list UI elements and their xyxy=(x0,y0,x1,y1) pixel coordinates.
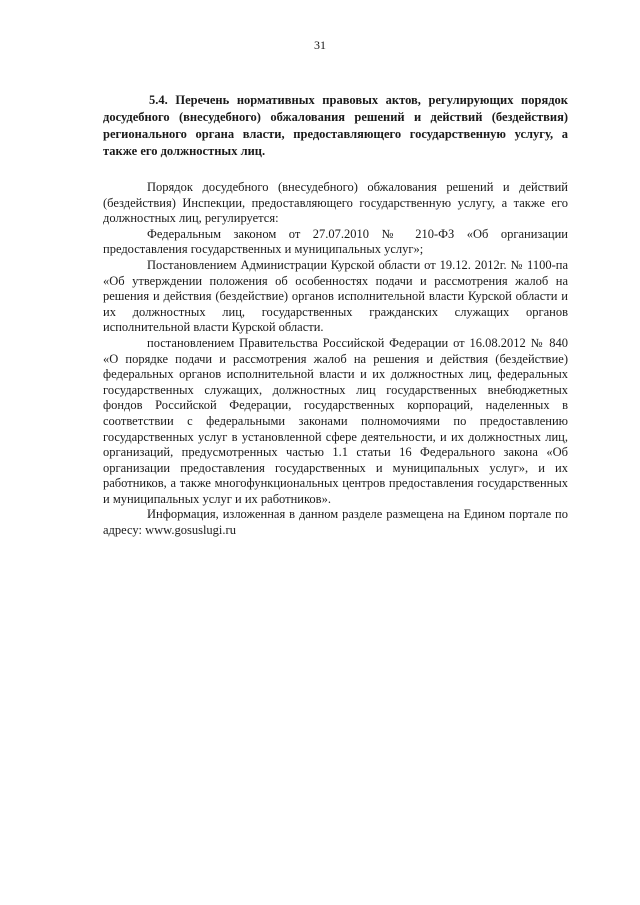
paragraph-kursk-resolution: Постановлением Администрации Курской области от 19.12. 2012г. № 1100-па «Об утверждении положения об особенностях подачи и рассмотрения жалоб на решения и действия (бездействие) органов исполнительной власти Курской области и их должностных лиц, государственных гражданских служащих органов исполнительной власти Курской области. xyxy=(103,257,568,335)
paragraph-portal-info: Информация, изложенная в данном разделе размещена на Едином портале по адресу: www.gosuslugi.ru xyxy=(103,507,568,538)
paragraph-federal-law: Федеральным законом от 27.07.2010 № 210-ФЗ «Об организации предоставления государственных и муниципальных услуг»; xyxy=(103,226,568,257)
section-content xyxy=(103,92,568,539)
page-number: 31 xyxy=(314,38,326,52)
section-heading: 5.4. Перечень нормативных правовых актов, регулирующих порядок досудебного (внесудебного) обжалования решений и действий (бездействия) регионального органа власти, предоставляющего государственную услугу, а также его должностных лиц. xyxy=(103,93,568,158)
paragraph-intro: Порядок досудебного (внесудебного) обжалования решений и действий (бездействия) Инспекции, предоставляющего государственную услугу, а также его должностных лиц, регулируется: xyxy=(103,180,568,226)
paragraph-government-resolution: постановлением Правительства Российской Федерации от 16.08.2012 № 840 «О порядке подачи и рассмотрения жалоб на решения и действия (бездействие) федеральных органов исполнительной власти и их должностных лиц, федеральных государственных служащих, должностных лиц государственных внебюджетных фондов Российской Федерации, государственных корпораций, наделенных в соответствии с федеральными законами полномочиями по предоставлению государственных услуг в установленной сфере деятельности, и их должностных лиц, организаций, предусмотренных частью 1.1 статьи 16 Федерального закона «Об организации предоставления государственных и муниципальных услуг», и их работников, а также многофункциональных центров предоставления государственных и муниципальных услуг и их работников». xyxy=(103,335,568,506)
section-body xyxy=(103,180,568,539)
